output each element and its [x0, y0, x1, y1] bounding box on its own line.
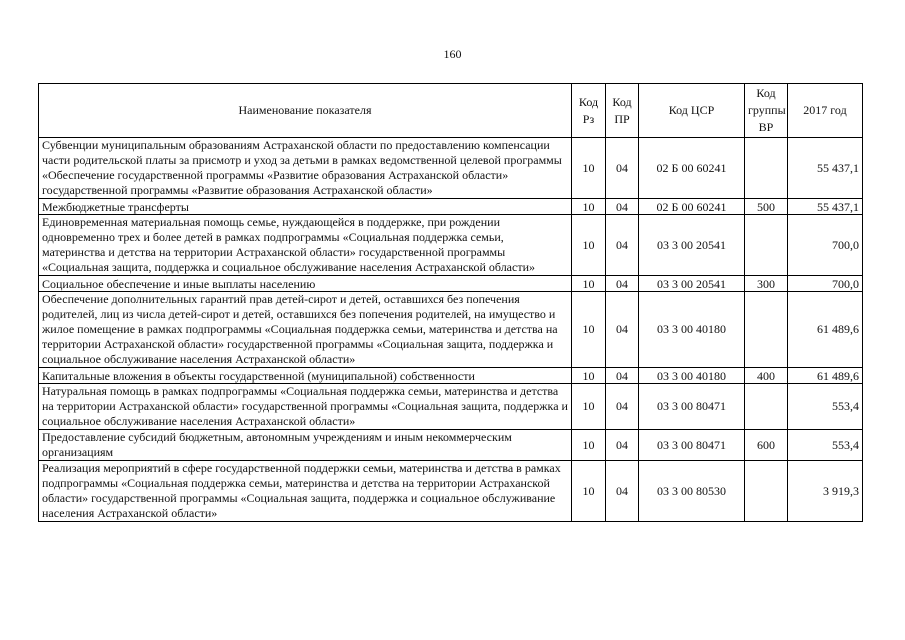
row-pr: 04: [606, 461, 639, 522]
row-name: Субвенции муниципальным образованиям Астраханской области по предоставлению компенсации части родительской платы за присмотр и уход за детьми в рамках ведомственной целевой программы «Обеспечение государственной программы «Развитие образования Астраханской области» государственной программы «Развитие образования Астраханской области»: [39, 138, 572, 199]
budget-table: [38, 83, 863, 522]
table-row: [39, 138, 863, 199]
header-rz: Код Рз: [572, 84, 606, 138]
header-csr: Код ЦСР: [639, 84, 745, 138]
row-pr: 04: [606, 430, 639, 461]
row-name: Межбюджетные трансферты: [39, 199, 572, 215]
row-vr: 400: [745, 368, 788, 384]
row-sum: 3 919,3: [788, 461, 863, 522]
row-vr: [745, 461, 788, 522]
table-row: [39, 276, 863, 292]
row-name: Реализация мероприятий в сфере государственной поддержки семьи, материнства и детства в рамках подпрограммы «Социальная поддержка семьи, материнства и детства на территории Астраханской области» государственной программы «Социальная защита, поддержка и социальное обслуживание населения Астраханской области»: [39, 461, 572, 522]
row-pr: 04: [606, 138, 639, 199]
row-csr: 03 3 00 20541: [639, 276, 745, 292]
row-rz: 10: [572, 292, 606, 368]
row-sum: 553,4: [788, 384, 863, 430]
header-name: Наименование показателя: [39, 84, 572, 138]
page-number: 160: [443, 47, 462, 61]
row-csr: 03 3 00 40180: [639, 368, 745, 384]
row-name: Натуральная помощь в рамках подпрограммы «Социальная поддержка семьи, материнства и детства на территории Астраханской области» государственной программы «Социальная защита, поддержка и социальное обслуживание населения Астраханской области»: [39, 384, 572, 430]
row-sum: 55 437,1: [788, 138, 863, 199]
row-vr: [745, 384, 788, 430]
row-vr: 600: [745, 430, 788, 461]
row-vr: [745, 292, 788, 368]
row-sum: 700,0: [788, 276, 863, 292]
row-rz: 10: [572, 461, 606, 522]
row-sum: 553,4: [788, 430, 863, 461]
header-vr: Код группы ВР: [745, 84, 788, 138]
row-pr: 04: [606, 368, 639, 384]
row-rz: 10: [572, 430, 606, 461]
row-csr: 02 Б 00 60241: [639, 138, 745, 199]
row-csr: 03 3 00 20541: [639, 215, 745, 276]
table-row: [39, 215, 863, 276]
table-row: [39, 199, 863, 215]
row-sum: 55 437,1: [788, 199, 863, 215]
row-rz: 10: [572, 276, 606, 292]
row-csr: 03 3 00 40180: [639, 292, 745, 368]
table-row: [39, 292, 863, 368]
row-sum: 700,0: [788, 215, 863, 276]
table-header-row: [39, 84, 863, 138]
table-row: [39, 368, 863, 384]
row-name: Обеспечение дополнительных гарантий прав детей-сирот и детей, оставшихся без попечения родителей, лиц из числа детей-сирот и детей, оставшихся без попечения родителей, на имущество и жилое помещение в рамках подпрограммы «Социальная поддержка семьи, материнства и детства на территории Астраханской области» государственной программы «Социальная защита, поддержка и социальное обслуживание населения Астраханской области»: [39, 292, 572, 368]
header-pr: Код ПР: [606, 84, 639, 138]
row-rz: 10: [572, 199, 606, 215]
row-rz: 10: [572, 138, 606, 199]
row-rz: 10: [572, 384, 606, 430]
row-sum: 61 489,6: [788, 368, 863, 384]
row-csr: 03 3 00 80530: [639, 461, 745, 522]
table-row: [39, 461, 863, 522]
row-name: Капитальные вложения в объекты государственной (муниципальной) собственности: [39, 368, 572, 384]
row-pr: 04: [606, 276, 639, 292]
row-name: Единовременная материальная помощь семье, нуждающейся в поддержке, при рождении одновременно трех и более детей в рамках подпрограммы «Социальная поддержка семьи, материнства и детства на территории Астраханской области» государственной программы «Социальная защита, поддержка и социальное обслуживание населения Астраханской области»: [39, 215, 572, 276]
row-csr: 02 Б 00 60241: [639, 199, 745, 215]
row-csr: 03 3 00 80471: [639, 430, 745, 461]
row-vr: 500: [745, 199, 788, 215]
row-csr: 03 3 00 80471: [639, 384, 745, 430]
row-pr: 04: [606, 384, 639, 430]
row-vr: [745, 215, 788, 276]
row-vr: 300: [745, 276, 788, 292]
row-vr: [745, 138, 788, 199]
row-name: Предоставление субсидий бюджетным, автономным учреждениям и иным некоммерческим организациям: [39, 430, 572, 461]
row-pr: 04: [606, 215, 639, 276]
row-sum: 61 489,6: [788, 292, 863, 368]
table-row: [39, 384, 863, 430]
table-row: [39, 430, 863, 461]
header-year: 2017 год: [788, 84, 863, 138]
row-pr: 04: [606, 292, 639, 368]
row-name: Социальное обеспечение и иные выплаты населению: [39, 276, 572, 292]
row-pr: 04: [606, 199, 639, 215]
row-rz: 10: [572, 215, 606, 276]
row-rz: 10: [572, 368, 606, 384]
